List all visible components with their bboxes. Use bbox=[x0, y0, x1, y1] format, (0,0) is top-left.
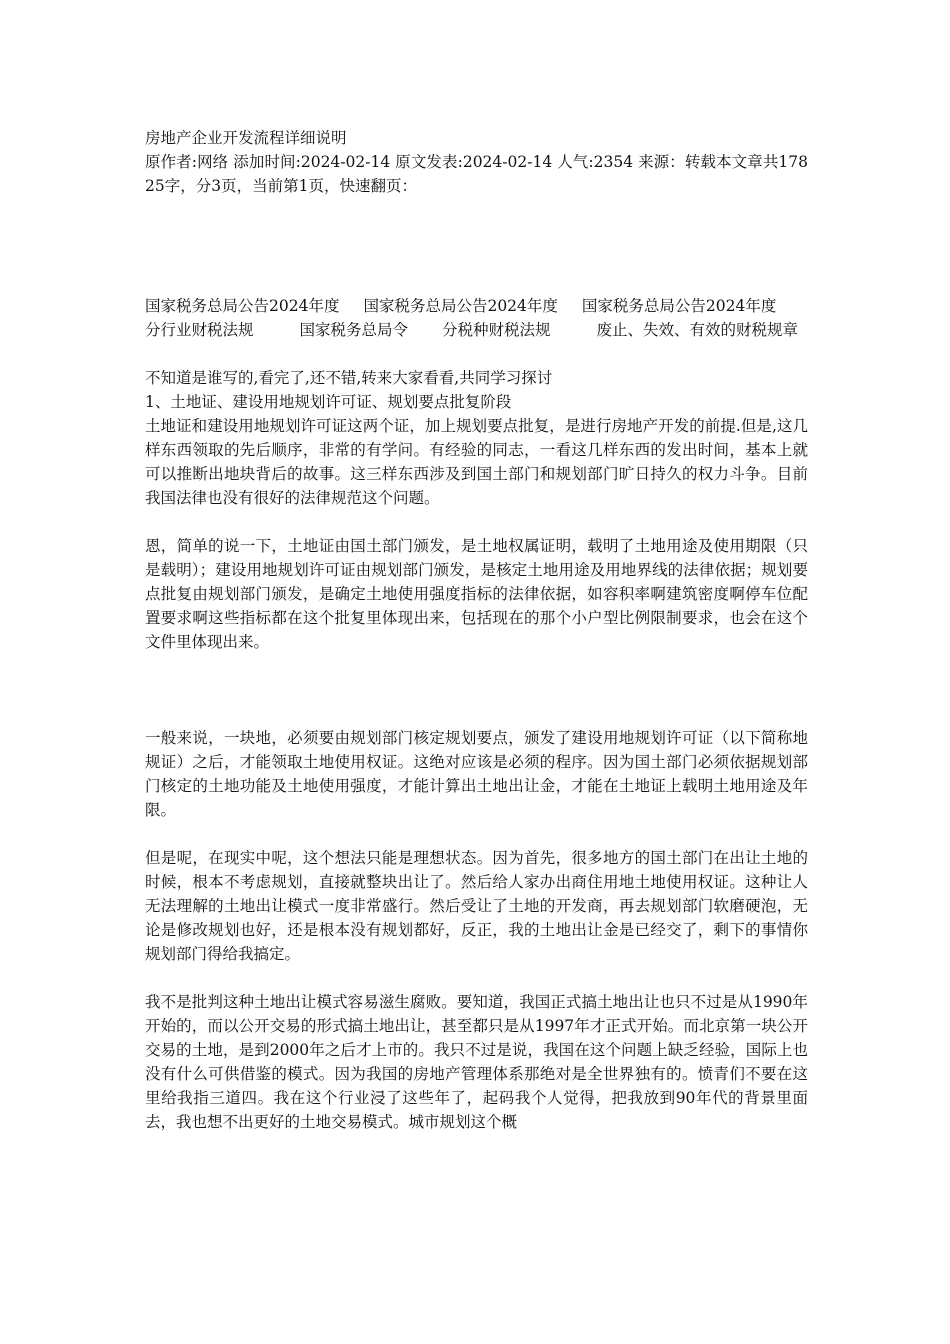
link-industry-tax-rules[interactable]: 分行业财税法规 bbox=[145, 321, 254, 339]
paragraph-5: 我不是批判这种土地出让模式容易滋生腐败。要知道，我国正式搞土地出让也只不过是从1990年开始的，而以公开交易的形式搞土地出让，甚至都只是从1997年才正式开始。而北京第一块公开交易的土地，是到2000年之后才上市的。我只不过是说，我国在这个问题上缺乏经验，国际上也没有什么可供借鉴的模式。因为我国的房地产管理体系那绝对是全世界独有的。愤青们不要在这里给我指三道四。我在这个行业浸了这些年了，起码我个人觉得，把我放到90年代的背景里面去，我也想不出更好的土地交易模式。城市规划这个概 bbox=[145, 993, 808, 1131]
spacer bbox=[145, 654, 808, 726]
spacer bbox=[145, 966, 808, 990]
article-title: 房地产企业开发流程详细说明 bbox=[145, 129, 347, 147]
paragraph-4: 但是呢，在现实中呢，这个想法只能是理想状态。因为首先，很多地方的国土部门在出让土地的时候，根本不考虑规划，直接就整块出让了。然后给人家办出商住用地土地使用权证。这种让人无法理解的土地出让模式一度非常盛行。然后受让了土地的开发商，再去规划部门软磨硬泡，无论是修改规划也好，还是根本没有规划都好，反正，我的土地出让金是已经交了，剩下的事情你规划部门得给我搞定。 bbox=[145, 849, 808, 963]
document-page bbox=[145, 126, 808, 1134]
section-heading: 1、土地证、建设用地规划许可证、规划要点批复阶段 bbox=[145, 393, 512, 411]
link-tax-announcement-3[interactable]: 国家税务总局公告2024年度 bbox=[581, 297, 777, 315]
link-tax-type-rules[interactable]: 分税种财税法规 bbox=[442, 321, 551, 339]
paragraph-3: 一般来说，一块地，必须要由规划部门核定规划要点，颁发了建设用地规划许可证（以下简称地规证）之后，才能领取土地使用权证。这绝对应该是必须的程序。因为国土部门必须依据规划部门核定的土地功能及土地使用强度，才能计算出土地出让金，才能在土地证上载明土地用途及年限。 bbox=[145, 729, 808, 819]
paragraph-1: 土地证和建设用地规划许可证这两个证，加上规划要点批复，是进行房地产开发的前提.但是,这几样东西领取的先后顺序，非常的有学问。有经验的同志，一看这几样东西的发出时间，基本上就可以推断出地块背后的故事。这三样东西涉及到国土部门和规划部门旷日持久的权力斗争。目前我国法律也没有很好的法律规范这个问题。 bbox=[145, 417, 808, 507]
article-meta: 原作者:网络 添加时间:2024-02-14 原文发表:2024-02-14 人气:2354 来源：转载本文章共17825字，分3页，当前第1页，快速翻页： bbox=[145, 153, 808, 195]
spacer bbox=[145, 510, 808, 534]
paragraph-2: 恩，简单的说一下，土地证由国土部门颁发，是土地权属证明，载明了土地用途及使用期限（只是载明）；建设用地规划许可证由规划部门颁发，是核定土地用途及用地界线的法律依据；规划要点批复由规划部门颁发，是确定土地使用强度指标的法律依据，如容积率啊建筑密度啊停车位配置要求啊这些指标都在这个批复里体现出来，包括现在的那个小户型比例限制要求，也会在这个文件里体现出来。 bbox=[145, 537, 808, 651]
links-row-2 bbox=[145, 318, 808, 342]
spacer bbox=[145, 198, 808, 294]
link-tax-announcement-1[interactable]: 国家税务总局公告2024年度 bbox=[145, 297, 340, 315]
intro-text: 不知道是谁写的,看完了,还不错,转来大家看看,共同学习探讨 bbox=[145, 369, 553, 387]
link-repealed-valid-rules[interactable]: 废止、失效、有效的财税规章 bbox=[596, 321, 799, 339]
links-row-1 bbox=[145, 294, 808, 318]
spacer bbox=[145, 342, 808, 366]
link-tax-announcement-2[interactable]: 国家税务总局公告2024年度 bbox=[363, 297, 558, 315]
link-tax-bureau-orders[interactable]: 国家税务总局令 bbox=[299, 321, 409, 339]
spacer bbox=[145, 822, 808, 846]
